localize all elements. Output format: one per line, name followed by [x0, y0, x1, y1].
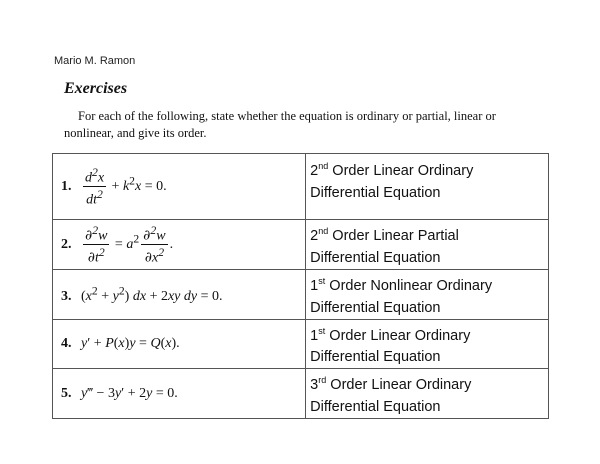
section-heading: Exercises [64, 80, 128, 97]
exercise-number: 3. [61, 288, 72, 304]
equation-3: $(x^2 + y^2)$ dx + 2xy dy = 0. [81, 283, 223, 304]
author-name: Mario M. Ramon [54, 55, 136, 67]
table-row [53, 154, 549, 220]
answer-line-2: Differential Equation [310, 249, 441, 266]
exercise-number: 4. [61, 336, 72, 352]
table-row [53, 319, 549, 369]
answer-line-1: 1st Order Nonlinear Ordinary [310, 275, 493, 294]
equation-cell-5 [53, 369, 306, 419]
equation-2: $\frac{\partial^2w}{\partial t^2}$ = $a^2$ $\frac{\partial^2w}{\partial x^2}$ . [85, 224, 174, 266]
exercise-number: 2. [61, 236, 72, 252]
table-row [53, 220, 549, 270]
equation-cell-1 [53, 154, 306, 220]
answer-line-2: Differential Equation [310, 399, 441, 416]
equation-1: $\frac{d^2x}{dt^2}$ + $k^2x = 0$. [85, 166, 167, 208]
answer-line-1: 3rd Order Linear Ordinary [310, 375, 472, 394]
exercise-table [52, 153, 549, 419]
equation-5: y‴ − 3y′ + 2y = 0. [81, 385, 178, 401]
answer-line-1: 1st Order Linear Ordinary [310, 325, 471, 344]
answer-line-2: Differential Equation [310, 184, 441, 201]
table-row [53, 269, 549, 319]
answer-cell-5 [306, 369, 549, 419]
answer-line-1: 2nd Order Linear Partial [310, 226, 459, 244]
instructions-text: For each of the following, state whether the equation is ordinary or partial, linear or nonlinear, and give its order. [64, 109, 496, 140]
equation-cell-2 [53, 220, 306, 270]
exercise-number: 5. [61, 385, 72, 401]
answer-cell-3 [306, 269, 549, 319]
answer-cell-4 [306, 319, 549, 369]
answer-line-2: Differential Equation [310, 349, 441, 366]
exercise-number: 1. [61, 178, 72, 194]
answer-cell-2 [306, 220, 549, 270]
answer-line-2: Differential Equation [310, 299, 441, 316]
equation-4: y′ + P(x)y = Q(x). [81, 336, 180, 352]
equation-cell-4 [53, 319, 306, 369]
equation-cell-3 [53, 269, 306, 319]
answer-line-1: 2nd Order Linear Ordinary [310, 161, 474, 179]
table-row [53, 369, 549, 419]
answer-cell-1 [306, 154, 549, 220]
